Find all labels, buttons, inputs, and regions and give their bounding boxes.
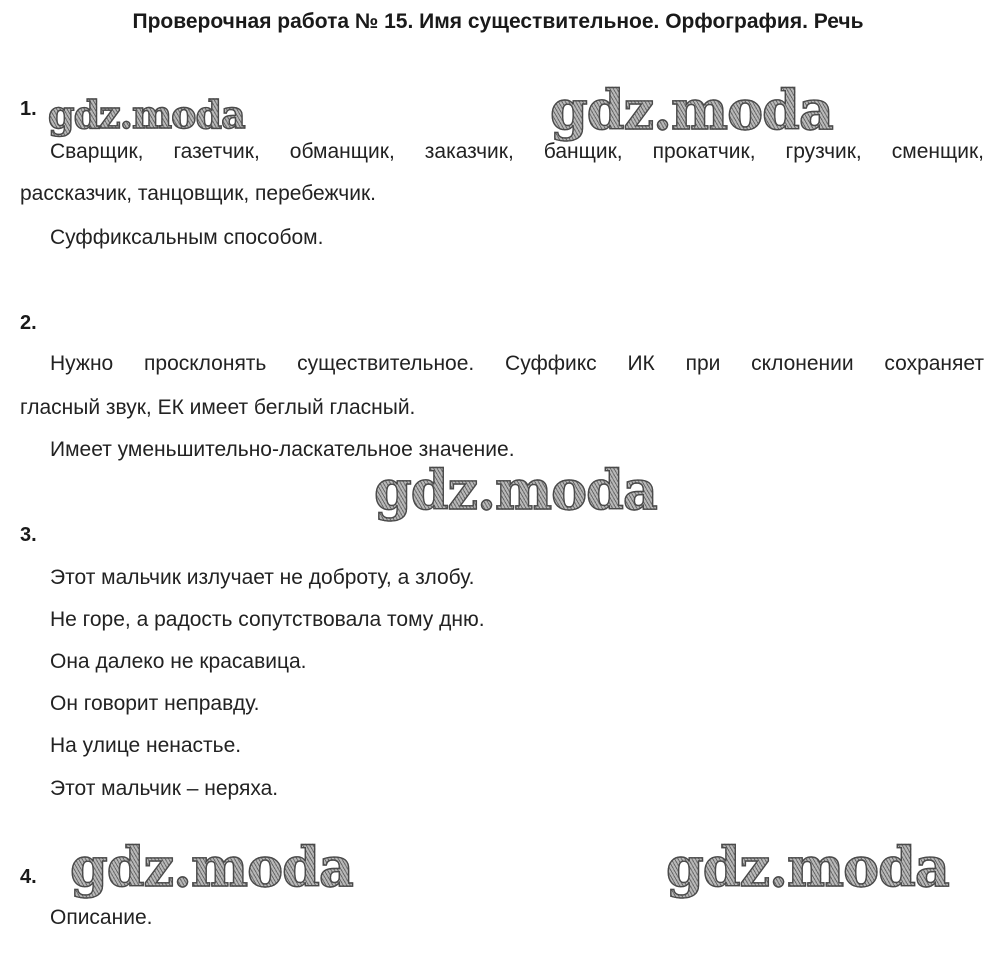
answer-line: рассказчик, танцовщик, перебежчик. <box>20 182 376 205</box>
answer-line: Имеет уменьшительно-ласкательное значение. <box>50 438 515 461</box>
answer-line: Он говорит неправду. <box>50 692 260 715</box>
answer-line: Этот мальчик – неряха. <box>50 777 279 800</box>
task-number: 4. <box>20 866 37 888</box>
watermark-logo: gdz.moda <box>70 835 353 899</box>
watermark-logo: gdz.moda <box>550 78 833 142</box>
answer-line: Не горе, а радость сопутствовала тому дню. <box>50 608 485 631</box>
answer-line: Сварщик, газетчик, обманщик, заказчик, банщик, прокатчик, грузчик, сменщик, <box>50 140 984 163</box>
watermark-logo: gdz.moda <box>666 835 949 899</box>
page-title: Проверочная работа № 15. Имя существительное. Орфография. Речь <box>132 10 864 33</box>
task-number: 2. <box>20 312 37 334</box>
watermark-logo: gdz.moda <box>48 92 245 137</box>
task-number: 3. <box>20 524 37 546</box>
answer-line: Она далеко не красавица. <box>50 650 307 673</box>
answer-line: На улице ненастье. <box>50 734 242 757</box>
answer-line: Этот мальчик излучает не доброту, а злобу. <box>50 566 475 589</box>
answer-line: Нужно просклонять существительное. Суффикс ИК при склонении сохраняет <box>50 352 984 375</box>
watermark-logo: gdz.moda <box>374 458 657 522</box>
answer-line: гласный звук, ЕК имеет беглый гласный. <box>20 396 416 419</box>
task-number: 1. <box>20 98 37 120</box>
answer-line: Суффиксальным способом. <box>50 226 324 249</box>
answer-line: Описание. <box>50 906 153 929</box>
